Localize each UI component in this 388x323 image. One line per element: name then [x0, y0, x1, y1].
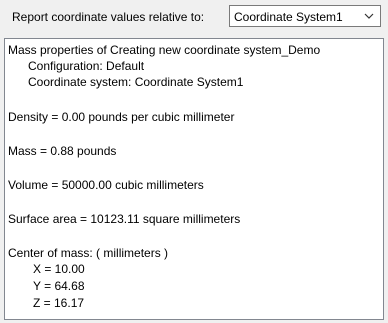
- relative-to-label: Report coordinate values relative to:: [12, 10, 205, 24]
- configuration-line: Configuration: Default: [28, 59, 145, 73]
- center-of-mass-heading: Center of mass: ( millimeters ): [8, 246, 169, 260]
- coordinate-system-select[interactable]: [229, 5, 381, 27]
- chevron-down-icon: [364, 11, 374, 21]
- coordinate-system-line: Coordinate system: Coordinate System1: [28, 75, 244, 89]
- center-of-mass-x: X = 10.00: [33, 262, 85, 276]
- results-title: Mass properties of Creating new coordinate system_Demo: [8, 43, 321, 57]
- surface-area-line: Surface area = 10123.11 square millimeters: [8, 212, 241, 226]
- report-options-bar: [0, 0, 388, 34]
- density-line: Density = 0.00 pounds per cubic millimeter: [8, 110, 235, 124]
- volume-line: Volume = 50000.00 cubic millimeters: [8, 178, 204, 192]
- coordinate-system-value: Coordinate System1: [234, 10, 343, 24]
- center-of-mass-z: Z = 16.17: [33, 296, 85, 310]
- mass-properties-results[interactable]: [4, 38, 384, 320]
- mass-line: Mass = 0.88 pounds: [8, 144, 117, 158]
- center-of-mass-y: Y = 64.68: [33, 279, 85, 293]
